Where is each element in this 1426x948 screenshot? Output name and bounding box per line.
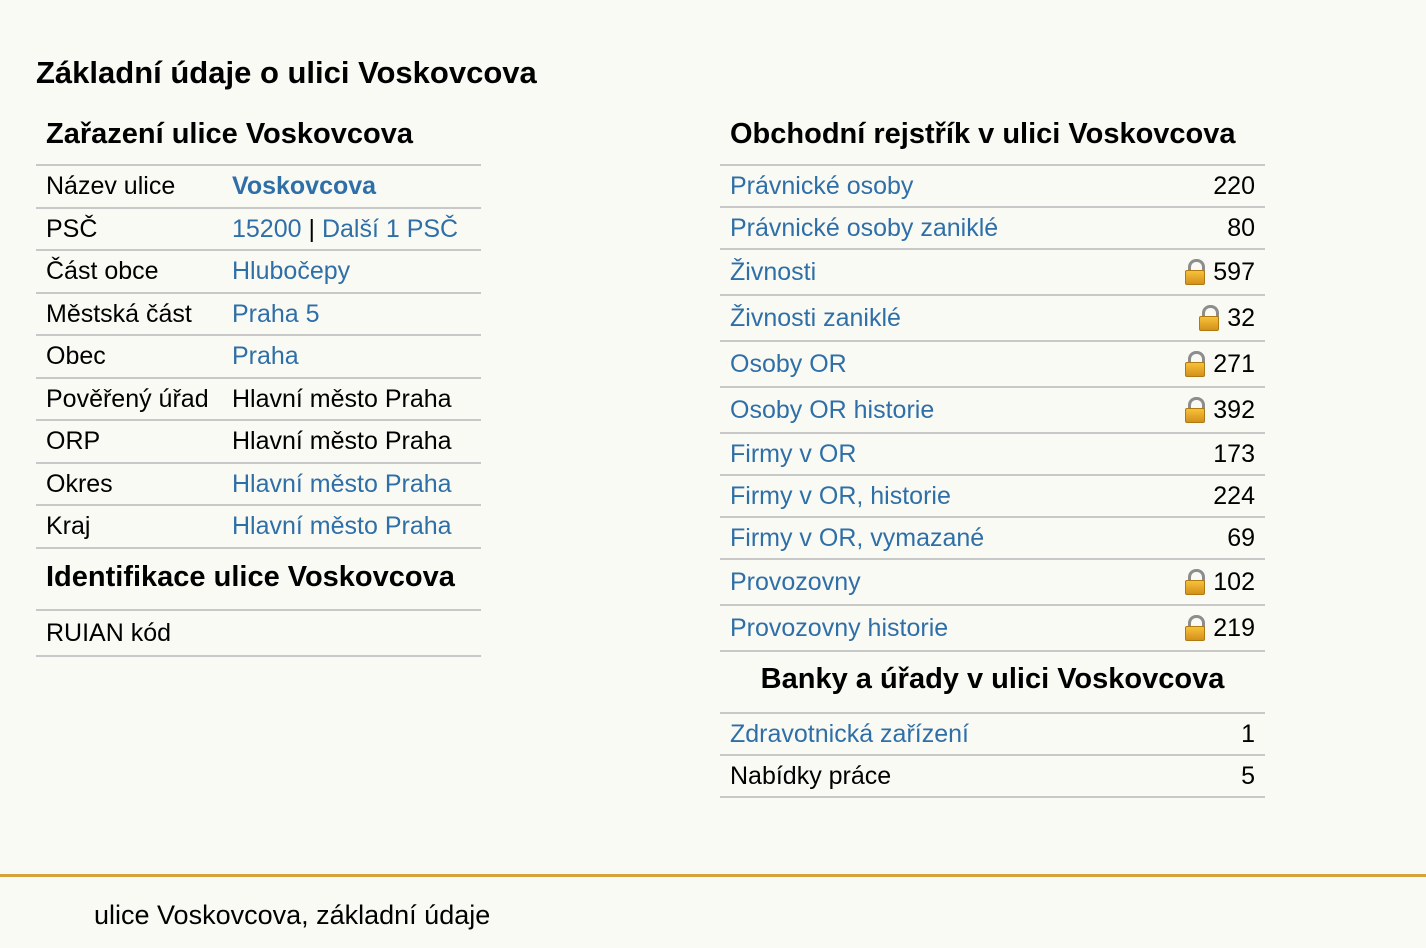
cast-obce-link[interactable]: Hlubočepy [232, 257, 351, 286]
obchodni-item-link[interactable]: Provozovny historie [730, 613, 949, 642]
mestska-cast-link[interactable]: Praha 5 [232, 299, 320, 328]
row-cast-obce [36, 251, 481, 294]
okres-link[interactable]: Hlavní město Praha [232, 469, 452, 498]
list-item [720, 342, 1265, 388]
count-cell [1227, 214, 1265, 243]
row-label: PSČ [46, 214, 98, 243]
count-value: 102 [1213, 567, 1255, 596]
nabidky-prace-label: Nabídky práce [730, 761, 892, 790]
footer-divider [0, 874, 1426, 877]
list-item [720, 250, 1265, 296]
list-item [720, 476, 1265, 518]
left-column [36, 110, 481, 657]
obchodni-item-link[interactable]: Firmy v OR, historie [730, 481, 951, 510]
row-label: Kraj [46, 512, 91, 541]
lock-icon [1185, 259, 1205, 286]
row-povereny-urad [36, 379, 481, 422]
count-value: 224 [1213, 481, 1255, 510]
obchodni-item-link[interactable]: Živnosti zaniklé [730, 303, 901, 332]
row-label: RUIAN kód [46, 618, 172, 647]
list-item [720, 714, 1265, 756]
list-item [720, 296, 1265, 342]
count-value: 597 [1213, 257, 1255, 286]
obchodni-item-link[interactable]: Firmy v OR [730, 439, 857, 468]
zarazeni-section-title: Zařazení ulice Voskovcova [36, 110, 481, 166]
row-label: Název ulice [46, 172, 176, 201]
list-item [720, 518, 1265, 560]
count-value: 5 [1241, 761, 1255, 790]
count-cell [1185, 258, 1265, 287]
count-cell [1185, 350, 1265, 379]
psc-link[interactable]: 15200 [232, 214, 302, 243]
count-value: 220 [1213, 171, 1255, 200]
lock-icon [1185, 569, 1205, 596]
list-item [720, 560, 1265, 606]
footer-text: ulice Voskovcova, základní údaje [94, 900, 491, 930]
list-item [720, 166, 1265, 208]
count-value: 392 [1213, 395, 1255, 424]
list-item [720, 388, 1265, 434]
count-value: 219 [1213, 613, 1255, 642]
count-value: 80 [1227, 213, 1255, 242]
count-cell [1199, 304, 1265, 333]
row-okres [36, 464, 481, 507]
row-label: Pověřený úřad [46, 384, 209, 413]
count-cell [1213, 172, 1265, 201]
count-cell [1185, 396, 1265, 425]
count-value: 271 [1213, 349, 1255, 378]
count-value: 32 [1227, 303, 1255, 332]
orp-value: Hlavní město Praha [232, 427, 452, 456]
obchodni-item-link[interactable]: Živnosti [730, 257, 817, 286]
row-label: Část obce [46, 257, 159, 286]
more-psc-link[interactable]: Další 1 PSČ [321, 214, 459, 243]
obchodni-item-link[interactable]: Právnické osoby [730, 171, 914, 200]
identifikace-section-title: Identifikace ulice Voskovcova [36, 549, 481, 611]
zdravotnicka-zarizeni-link[interactable]: Zdravotnická zařízení [730, 719, 969, 748]
banky-section-title: Banky a úřady v ulici Voskovcova [720, 652, 1265, 714]
row-label: Městská část [46, 299, 192, 328]
povereny-urad-value: Hlavní město Praha [232, 384, 452, 413]
count-cell [1227, 524, 1265, 553]
psc-separator: | [308, 214, 315, 243]
row-nazev-ulice [36, 166, 481, 209]
lock-icon [1185, 351, 1205, 378]
obchodni-item-link[interactable]: Provozovny [730, 567, 861, 596]
page-title: Základní údaje o ulici Voskovcova [36, 55, 537, 90]
row-psc [36, 209, 481, 252]
count-cell [1185, 568, 1265, 597]
list-item [720, 208, 1265, 250]
lock-icon [1199, 305, 1219, 332]
obchodni-item-link[interactable]: Osoby OR [730, 349, 847, 378]
row-orp [36, 421, 481, 464]
row-label: ORP [46, 427, 101, 456]
row-obec [36, 336, 481, 379]
row-label: Obec [46, 342, 106, 371]
obchodni-item-link[interactable]: Firmy v OR, vymazané [730, 523, 985, 552]
count-value: 1 [1241, 719, 1255, 748]
count-cell [1213, 440, 1265, 469]
count-cell [1213, 482, 1265, 511]
count-value: 173 [1213, 439, 1255, 468]
lock-icon [1185, 615, 1205, 642]
count-value: 69 [1227, 523, 1255, 552]
row-mestska-cast [36, 294, 481, 337]
list-item [720, 756, 1265, 798]
obchodni-section-title: Obchodní rejstřík v ulici Voskovcova [720, 110, 1265, 166]
list-item [720, 606, 1265, 652]
lock-icon [1185, 397, 1205, 424]
kraj-link[interactable]: Hlavní město Praha [232, 512, 452, 541]
street-name-link[interactable]: Voskovcova [232, 172, 377, 201]
obchodni-item-link[interactable]: Právnické osoby zaniklé [730, 213, 999, 242]
obchodni-item-link[interactable]: Osoby OR historie [730, 395, 935, 424]
row-kraj [36, 506, 481, 549]
row-label: Okres [46, 469, 113, 498]
count-cell [1185, 614, 1265, 643]
obec-link[interactable]: Praha [232, 342, 299, 371]
list-item [720, 434, 1265, 476]
right-column [720, 110, 1265, 798]
row-ruian [36, 611, 481, 657]
